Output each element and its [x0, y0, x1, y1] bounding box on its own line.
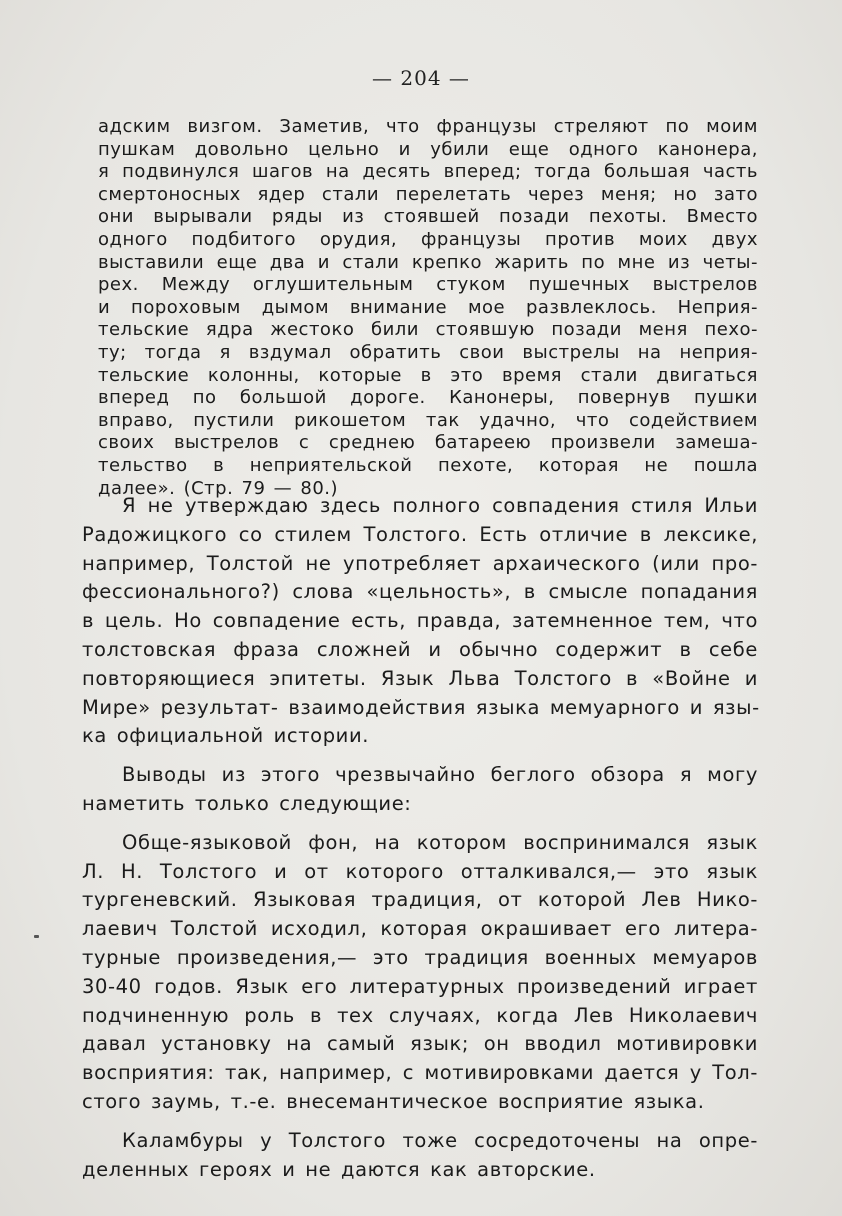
- paragraph-language-background: [82, 829, 758, 1117]
- paragraph-line: фессионального?) слова «цельность», в смысле попадания: [82, 580, 758, 604]
- paragraph-line: Выводы из этого чрезвычайно беглого обзора я могу: [122, 763, 758, 787]
- paragraph-line: например, Толстой не употребляет архаического (или про-: [82, 551, 758, 575]
- paragraph-line: деленных героях и не даются как авторские.: [82, 1157, 596, 1181]
- paragraph-line: Я не утверждаю здесь полного совпадения стиля Ильи: [122, 494, 758, 517]
- paragraph-line: повторяющиеся эпитеты. Язык Льва Толстого в «Войне и: [82, 666, 758, 690]
- quote-line: вправо, пустили рикошетом так удачно, что содействием: [98, 409, 758, 431]
- quote-line: тельские колонны, которые в это время стали двигаться: [98, 364, 758, 386]
- paragraph-line: наметить только следующие:: [82, 791, 412, 815]
- quoted-memoir-passage: [98, 116, 758, 500]
- paragraph-line: Л. Н. Толстого и от которого отталкивался,— это язык: [82, 859, 758, 883]
- quote-line: ту; тогда я вздумал обратить свои выстрелы на неприя-: [98, 341, 758, 363]
- paragraph-line: ка официальной истории.: [82, 724, 370, 748]
- paragraph-line: тургеневский. Языковая традиция, от которой Лев Нико-: [82, 888, 758, 912]
- quote-line: адским визгом. Заметив, что французы стреляют по моим: [98, 116, 758, 137]
- paragraph-line: в цель. Но совпадение есть, правда, затемненное тем, что: [82, 609, 758, 633]
- main-text: [82, 492, 758, 1194]
- paragraph-line: Мире» результат- взаимодействия языка мемуарного и язы-: [82, 695, 760, 719]
- quote-line: выставили еще два и стали крепко жарить по мне из четы-: [98, 251, 758, 273]
- quote-line: далее». (Стр. 79 — 80.): [98, 477, 339, 499]
- paragraph-line: Каламбуры у Толстого тоже сосредоточены на опре-: [122, 1128, 758, 1152]
- page-number: — 204 —: [372, 66, 470, 90]
- paragraph-line: толстовская фраза сложней и обычно содержит в себе: [82, 637, 758, 661]
- paragraph-line: Радожицкого со стилем Толстого. Есть отличие в лексике,: [82, 522, 758, 546]
- quote-line: своих выстрелов с среднею батареею произвели замеша-: [98, 432, 758, 454]
- quote-line: вперед по большой дороге. Канонеры, повернув пушки: [98, 387, 758, 409]
- paragraph-style-comparison: [82, 492, 758, 751]
- paragraph-conclusions-intro: [82, 761, 758, 819]
- paragraph-line: лаевич Толстой исходил, которая окрашивает его литера-: [82, 917, 758, 941]
- paragraph-line: Обще-языковой фон, на котором воспринимался язык: [122, 830, 758, 854]
- paragraph-puns: [82, 1127, 758, 1185]
- paragraph-line: восприятия: так, например, с мотивировками дается у Тол-: [82, 1061, 758, 1085]
- quote-line: рех. Между оглушительным стуком пушечных выстрелов: [98, 274, 758, 296]
- paragraph-line: давал установку на самый язык; он вводил мотивировки: [82, 1032, 758, 1056]
- quote-line: тельство в неприятельской пехоте, которая не пошла: [98, 454, 758, 476]
- quote-line: и пороховым дымом внимание мое развлеклось. Неприя-: [98, 296, 758, 318]
- margin-mark: [34, 935, 39, 938]
- quote-line: одного подбитого орудия, французы против моих двух: [98, 228, 758, 250]
- quote-line: я подвинулся шагов на десять вперед; тогда большая часть: [98, 161, 758, 183]
- quote-line: смертоносных ядер стали перелетать через меня; но зато: [98, 183, 758, 205]
- quote-line: пушкам довольно цельно и убили еще одного канонера,: [98, 138, 758, 160]
- paragraph-line: турные произведения,— это традиция военных мемуаров: [82, 945, 758, 969]
- paragraph-line: 30-40 годов. Язык его литературных произведений играет: [82, 974, 758, 998]
- quote-line: тельские ядра жестоко били стоявшую позади меня пехо-: [98, 319, 758, 341]
- quote-line: они вырывали ряды из стоявшей позади пехоты. Вместо: [98, 206, 758, 228]
- paragraph-line: подчиненную роль в тех случаях, когда Лев Николаевич: [82, 1003, 758, 1027]
- paragraph-line: стого заумь, т.-е. внесемантическое восприятие языка.: [82, 1089, 705, 1113]
